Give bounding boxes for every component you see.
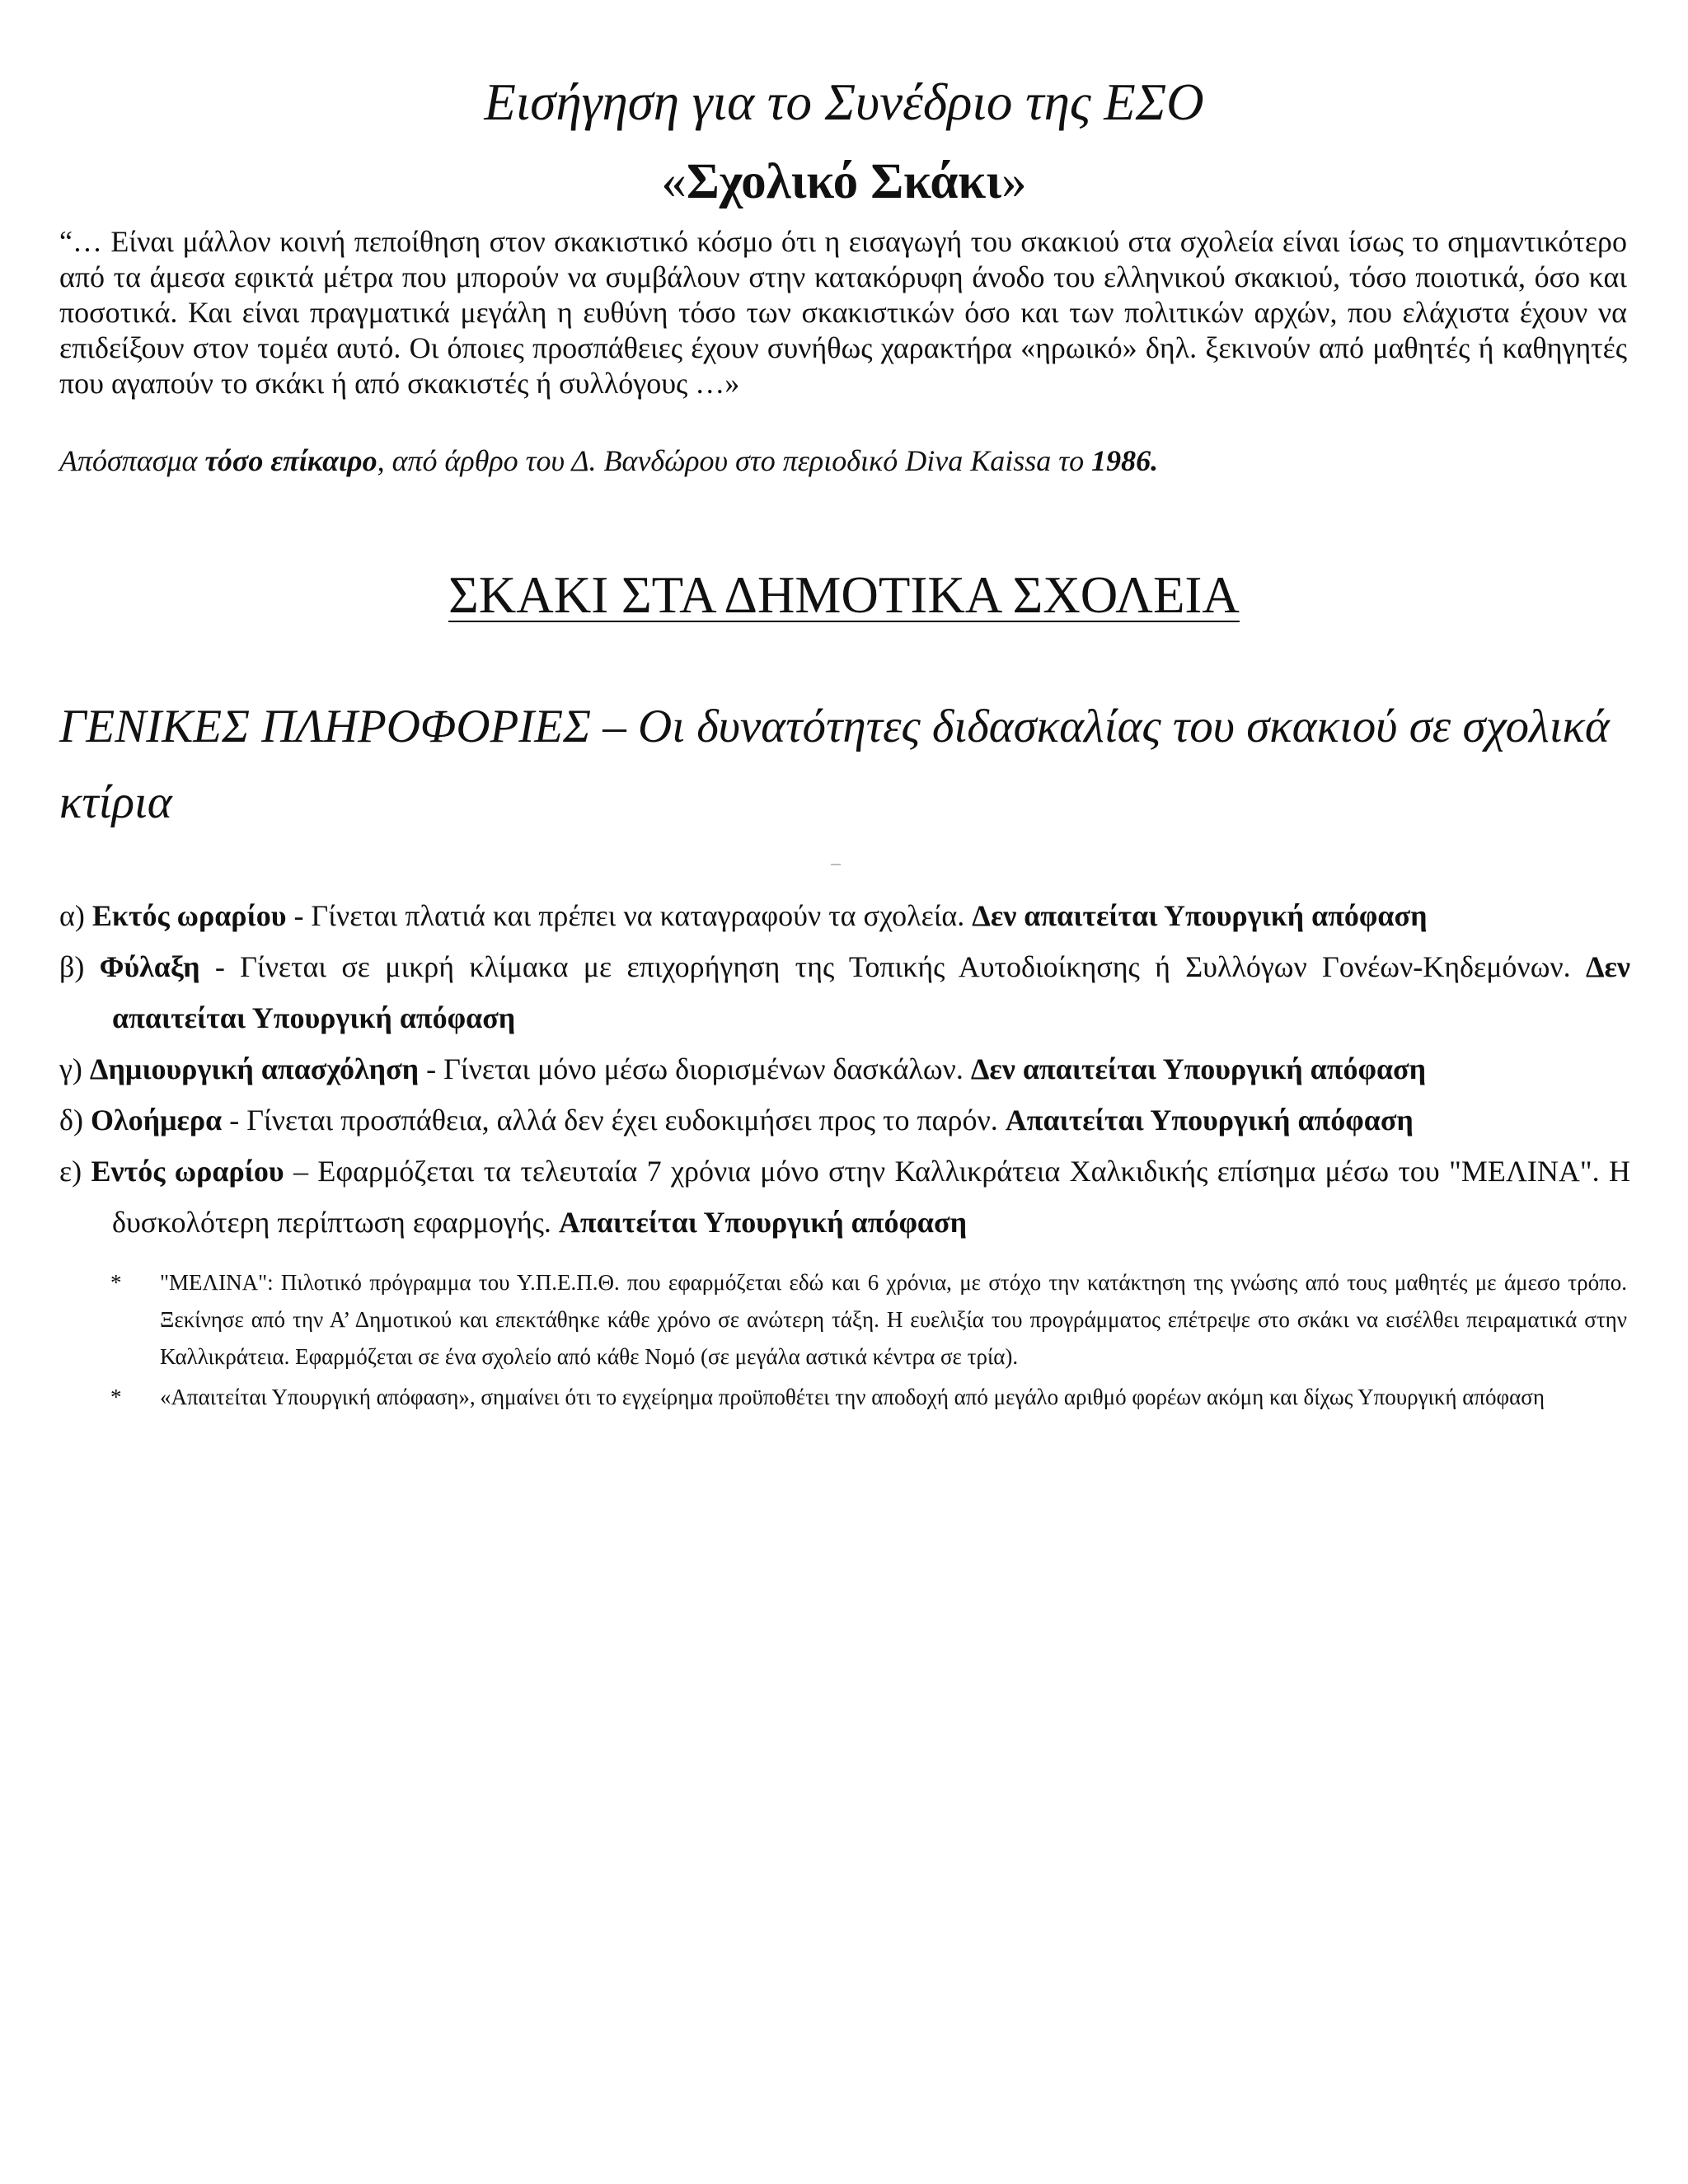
list-item [59, 890, 1630, 941]
section-heading-text: ΣΚΑΚΙ ΣΤΑ ΔΗΜΟΤΙΚΑ ΣΧΟΛΕΙΑ [448, 566, 1240, 624]
divider-mark [831, 864, 841, 865]
footnotes [110, 1264, 1627, 1419]
item-text: - Γίνεται πλατιά και πρέπει να καταγραφούν τα σχολεία. [286, 899, 973, 932]
source-part-3: , από άρθρο του Δ. Βανδώρου στο περιοδικό Diva Kaissa το [377, 444, 1092, 477]
item-letter: ε) [59, 1155, 91, 1188]
asterisk-icon: * [110, 1385, 122, 1409]
section-heading [0, 564, 1688, 626]
item-name: Ολοήμερα [90, 1104, 223, 1137]
section-subheading: ΓΕΝΙΚΕΣ ΠΛΗΡΟΦΟΡΙΕΣ – Οι δυνατότητες διδασκαλίας του σκακιού σε σχολικά κτίρια [59, 701, 1610, 828]
list-item [59, 941, 1630, 1043]
item-status: Απαιτείται Υπουργική απόφαση [1005, 1104, 1414, 1137]
footnote-text: "ΜΕΛΙΝΑ": Πιλοτικό πρόγραμμα του Υ.Π.Ε.Π.Θ. που εφαρμόζεται εδώ και 6 χρόνια, με στόχο την κατάκτηση της γνώσης από τους μαθητές με άμεσο τρόπο. Ξεκίνησε από την Α’ Δημοτικού και επεκτάθηκε κάθε χρόνο σε ανώτερη τάξη. Η ευελιξία του προγράμματος επέτρεψε στο σκάκι να εισέλθει πειραματικά στην Καλλικράτεια. Εφαρμόζεται σε ένα σχολείο από κάθε Νομό (σε μεγάλα αστικά κέντρα σε τρία). [160, 1270, 1627, 1369]
item-text: - Γίνεται σε μικρή κλίμακα με επιχορήγηση της Τοπικής Αυτοδιοίκησης ή Συλλόγων Γονέων-Κηδεμόνων. [199, 950, 1586, 983]
source-year: 1986. [1091, 444, 1159, 477]
item-letter: α) [59, 899, 92, 932]
item-name: Φύλαξη [99, 950, 200, 983]
subtitle-open-quote: « [661, 154, 687, 209]
list-item [59, 1146, 1630, 1248]
item-name: Εκτός ωραρίου [91, 899, 287, 932]
item-text: - Γίνεται μόνο μέσω διορισμένων δασκάλων. [419, 1052, 971, 1085]
footnote [110, 1264, 1627, 1376]
footnote [110, 1379, 1627, 1416]
item-letter: β) [59, 950, 100, 983]
item-name: Εντός ωραρίου [91, 1155, 284, 1188]
subtitle-close-quote: » [1001, 154, 1027, 209]
asterisk-icon: * [110, 1270, 122, 1295]
item-text: - Γίνεται προσπάθεια, αλλά δεν έχει ευδοκιμήσει προς το παρόν. [222, 1104, 1006, 1137]
item-status: Απαιτείται Υπουργική απόφαση [558, 1206, 968, 1239]
source-emphasis: τόσο επίκαιρο [204, 444, 377, 477]
document-title: Εισήγηση για το Συνέδριο της ΕΣΟ [484, 73, 1204, 131]
subtitle-text: Σχολικό Σκάκι [686, 154, 1002, 209]
list-item [59, 1094, 1630, 1146]
item-letter: γ) [59, 1052, 90, 1085]
source-part-1: Απόσπασμα [59, 444, 205, 477]
document-subtitle [0, 152, 1688, 213]
item-name: Δημιουργική απασχόληση [89, 1052, 420, 1085]
options-list [59, 890, 1630, 1248]
list-item [59, 1043, 1630, 1094]
item-status: Δεν απαιτείται Υπουργική απόφαση [970, 1052, 1427, 1085]
item-text: – Εφαρμόζεται τα τελευταία 7 χρόνια μόνο στην Καλλικράτεια Χαλκιδικής επίσημα μέσω του "ΜΕΛΙΝΑ". Η δυσκολότερη περίπτωση εφαρμογής. [112, 1155, 1630, 1239]
item-letter: δ) [59, 1104, 91, 1137]
item-status: Δεν απαιτείται Υπουργική απόφαση [112, 950, 1630, 1034]
quote-paragraph: “… Είναι μάλλον κοινή πεποίθηση στον σκακιστικό κόσμο ότι η εισαγωγή του σκακιού στα σχολεία είναι ίσως το σημαντικότερο από τα άμεσα εφικτά μέτρα που μπορούν να συμβάλουν στην κατακόρυφη άνοδο του ελληνικού σκακιού, τόσο ποιοτικά, όσο και ποσοτικά. Και είναι πραγματικά μεγάλη η ευθύνη τόσο των σκακιστικών όσο και των πολιτικών αρχών, που ελάχιστα έχουν να επιδείξουν στον τομέα αυτό. Οι όποιες προσπάθειες έχουν συνήθως χαρακτήρα «ηρωικό» δηλ. ξεκινούν από μαθητές ή καθηγητές που αγαπούν το σκάκι ή από σκακιστές ή συλλόγους …» [59, 225, 1627, 400]
quote-source [59, 443, 1627, 479]
footnote-text: «Απαιτείται Υπουργική απόφαση», σημαίνει ότι το εγχείρημα προϋποθέτει την αποδοχή από μεγάλο αριθμό φορέων ακόμη και δίχως Υπουργική απόφαση [160, 1385, 1545, 1409]
item-status: Δεν απαιτείται Υπουργική απόφαση [972, 899, 1428, 932]
